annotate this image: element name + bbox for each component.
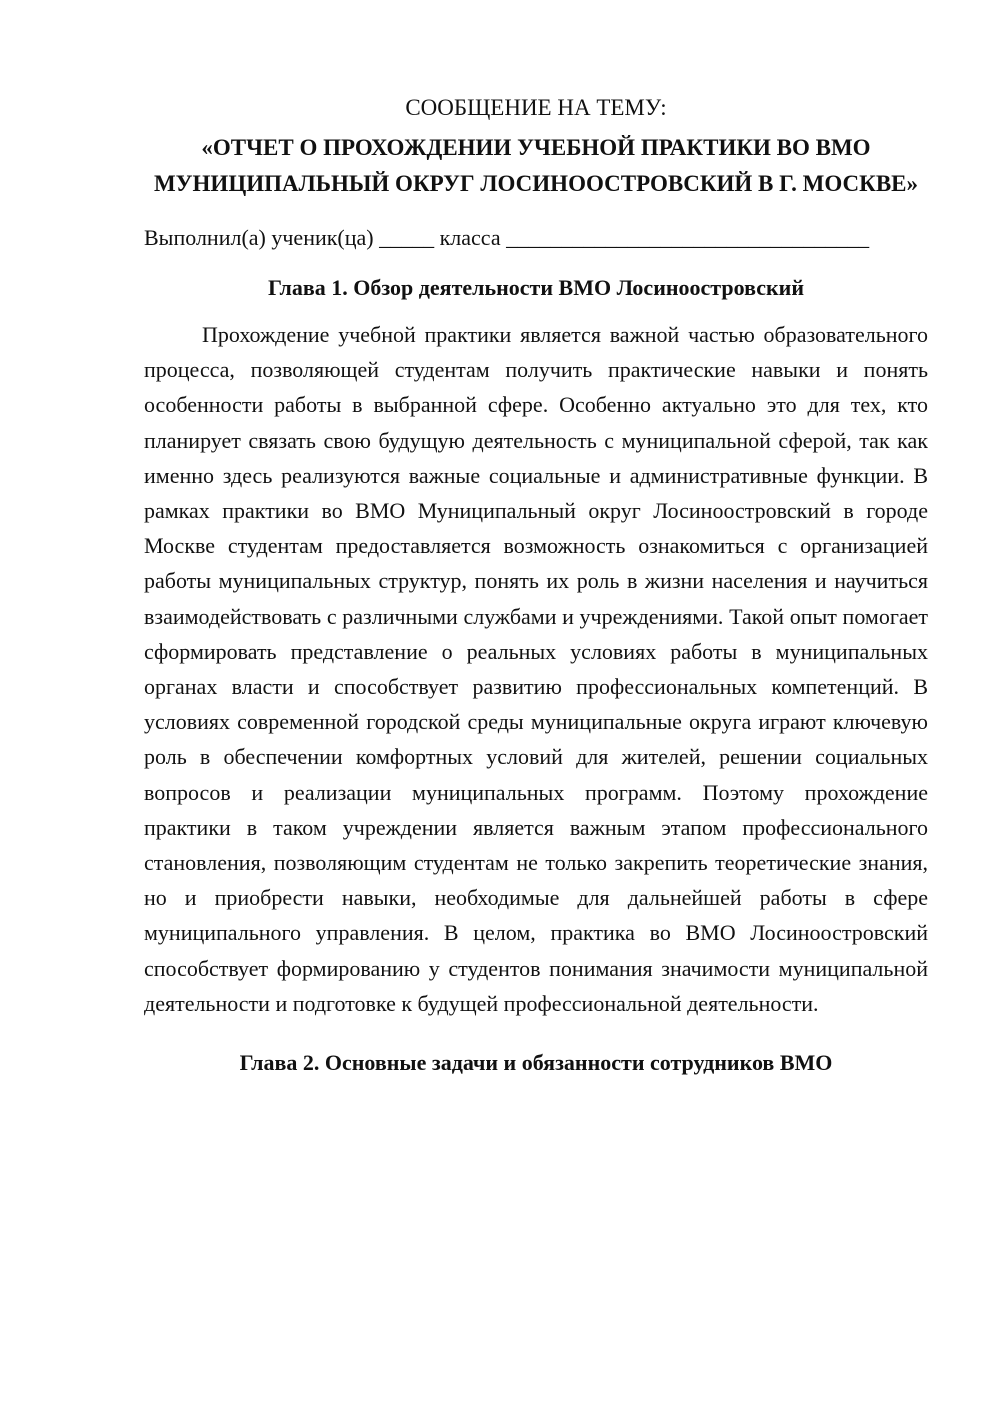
document-title: «ОТЧЕТ О ПРОХОЖДЕНИИ УЧЕБНОЙ ПРАКТИКИ ВО ВМО МУНИЦИПАЛЬНЫЙ ОКРУГ ЛОСИНООСТРОВСКИЙ В Г. МОСКВЕ» (153, 135, 919, 196)
document-header: СООБЩЕНИЕ НА ТЕМУ: (405, 95, 667, 120)
chapter-2-heading: Глава 2. Основные задачи и обязанности сотрудников ВМО (239, 1050, 833, 1076)
chapter-1-paragraph: Прохождение учебной практики является важной частью образовательного процесса, позволяющей студентам получить практические навыки и понять особенности работы в выбранной сфере. Особенно актуально это для тех, кто планирует связать свою будущую деятельность с муниципальной сферой, так как именно здесь реализуются важные социальные и административные функции. В рамках практики во ВМО Муниципальный округ Лосиноостровский в городе Москве студентам предоставляется возможность ознакомиться с организацией работы муниципальных структур, понять их роль в жизни населения и научиться взаимодействовать с различными службами и учреждениями. Такой опыт помогает сформировать представление о реальных условиях работы в муниципальных органах власти и способствует развитию профессиональных компетенций. В условиях современной городской среды муниципальные округа играют ключевую роль в обеспечении комфортных условий для жителей, решении социальных вопросов и реализации муниципальных программ. Поэтому прохождение практики в таком учреждении является важным этапом профессионального становления, позволяющим студентам не только закрепить теоретические знания, но и приобрести навыки, необходимые для дальнейшей работы в сфере муниципального управления. В целом, практика во ВМО Лосиноостровский способствует формированию у студентов понимания значимости муниципальной деятельности и подготовке к будущей профессиональной деятельности. (144, 322, 928, 1016)
document-page (144, 90, 928, 1081)
chapter-1-heading: Глава 1. Обзор деятельности ВМО Лосиноостровский (267, 275, 805, 300)
author-line: Выполнил(а) ученик(ца) _____ класса _________________________________ (144, 225, 870, 250)
